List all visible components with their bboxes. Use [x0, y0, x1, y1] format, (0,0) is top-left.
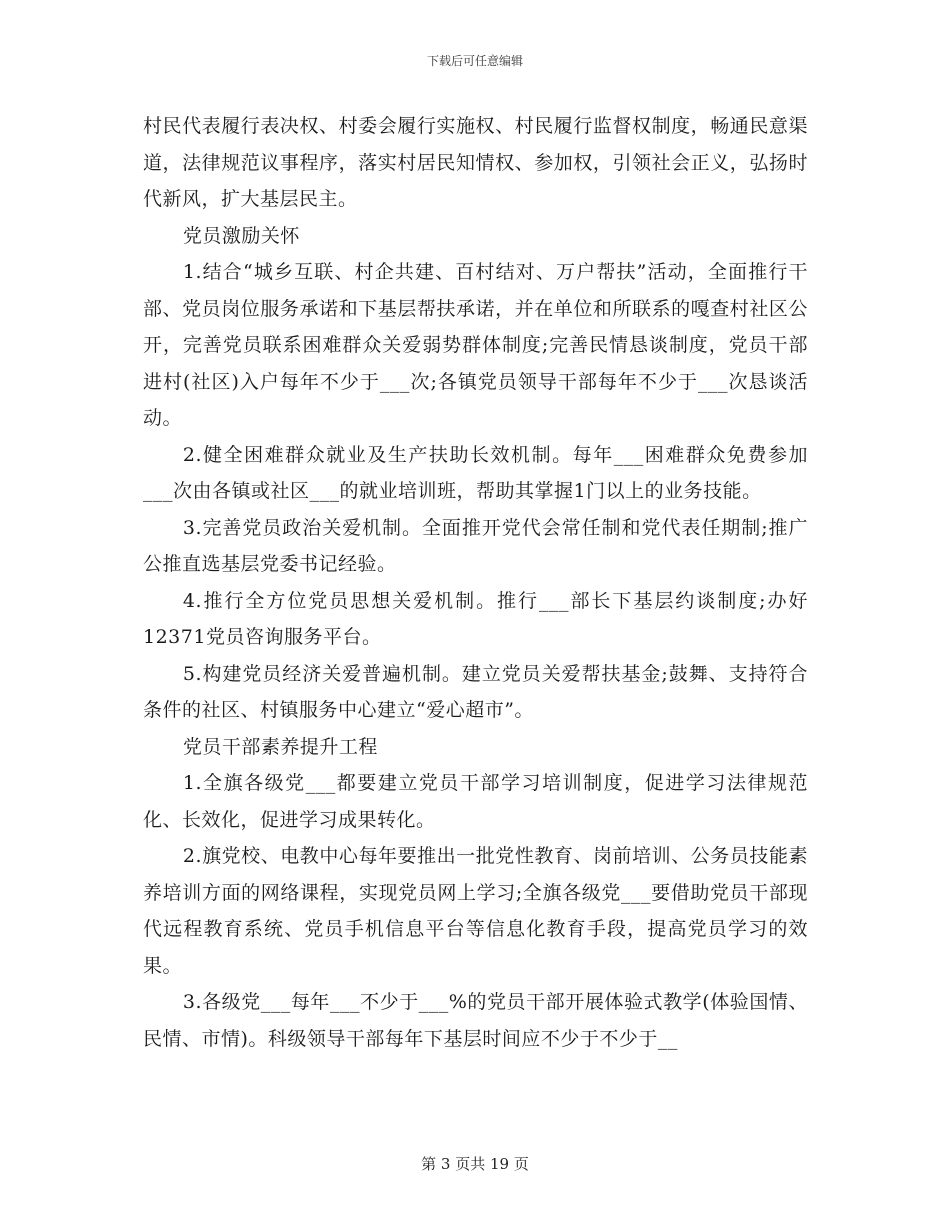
- section-heading-party-member-care: 党员激励关怀: [182, 224, 300, 247]
- paragraph-continuation: 村民代表履行表决权、村委会履行实施权、村民履行监督权制度，畅通民意渠道，法律规范议事程序，落实村居民知情权、参加权，引领社会正义，弘扬时代新风，扩大基层民主。: [143, 115, 808, 210]
- paragraph-item-4: 4.推行全方位党员思想关爱机制。推行___部长下基层约谈制度;办好12371党员咨询服务平台。: [143, 589, 808, 648]
- section-heading-quality-improvement: 党员干部素养提升工程: [182, 735, 378, 758]
- paragraph-item-1: 1.结合“城乡互联、村企共建、百村结对、万户帮扶”活动，全面推行干部、党员岗位服务承诺和下基层帮扶承诺，并在单位和所联系的嘎查村社区公开，完善党员联系困难群众关爱弱势群体制度;完善民情恳谈制度，党员干部进村(社区)入户每年不少于___次;各镇党员领导干部每年不少于___次恳谈活动。: [143, 261, 808, 429]
- paragraph-item-2b: 2.旗党校、电教中心每年要推出一批党性教育、岗前培训、公务员技能素养培训方面的网络课程，实现党员网上学习;全旗各级党___要借助党员干部现代远程教育系统、党员手机信息平台等信息化教育手段，提高党员学习的效果。: [143, 845, 808, 977]
- paragraph-item-5: 5.构建党员经济关爱普遍机制。建立党员关爱帮扶基金;鼓舞、支持符合条件的社区、村镇服务中心建立“爱心超市”。: [143, 662, 808, 721]
- paragraph-item-3: 3.完善党员政治关爱机制。全面推开党代会常任制和党代表任期制;推广公推直选基层党委书记经验。: [143, 516, 808, 575]
- document-body: [143, 108, 808, 1057]
- page-footer: 第 3 页共 19 页: [421, 1155, 529, 1173]
- paragraph-item-2: 2.健全困难群众就业及生产扶助长效机制。每年___困难群众免费参加___次由各镇或社区___的就业培训班，帮助其掌握1门以上的业务技能。: [143, 443, 808, 502]
- paragraph-item-1b: 1.全旗各级党___都要建立党员干部学习培训制度，促进学习法律规范化、长效化，促进学习成果转化。: [143, 772, 808, 831]
- paragraph-item-3b: 3.各级党___每年___不少于___%的党员干部开展体验式教学(体验国情、民情、市情)。科级领导干部每年下基层时间应不少于不少于__: [143, 991, 808, 1050]
- page-header: 下载后可任意编辑: [426, 54, 523, 68]
